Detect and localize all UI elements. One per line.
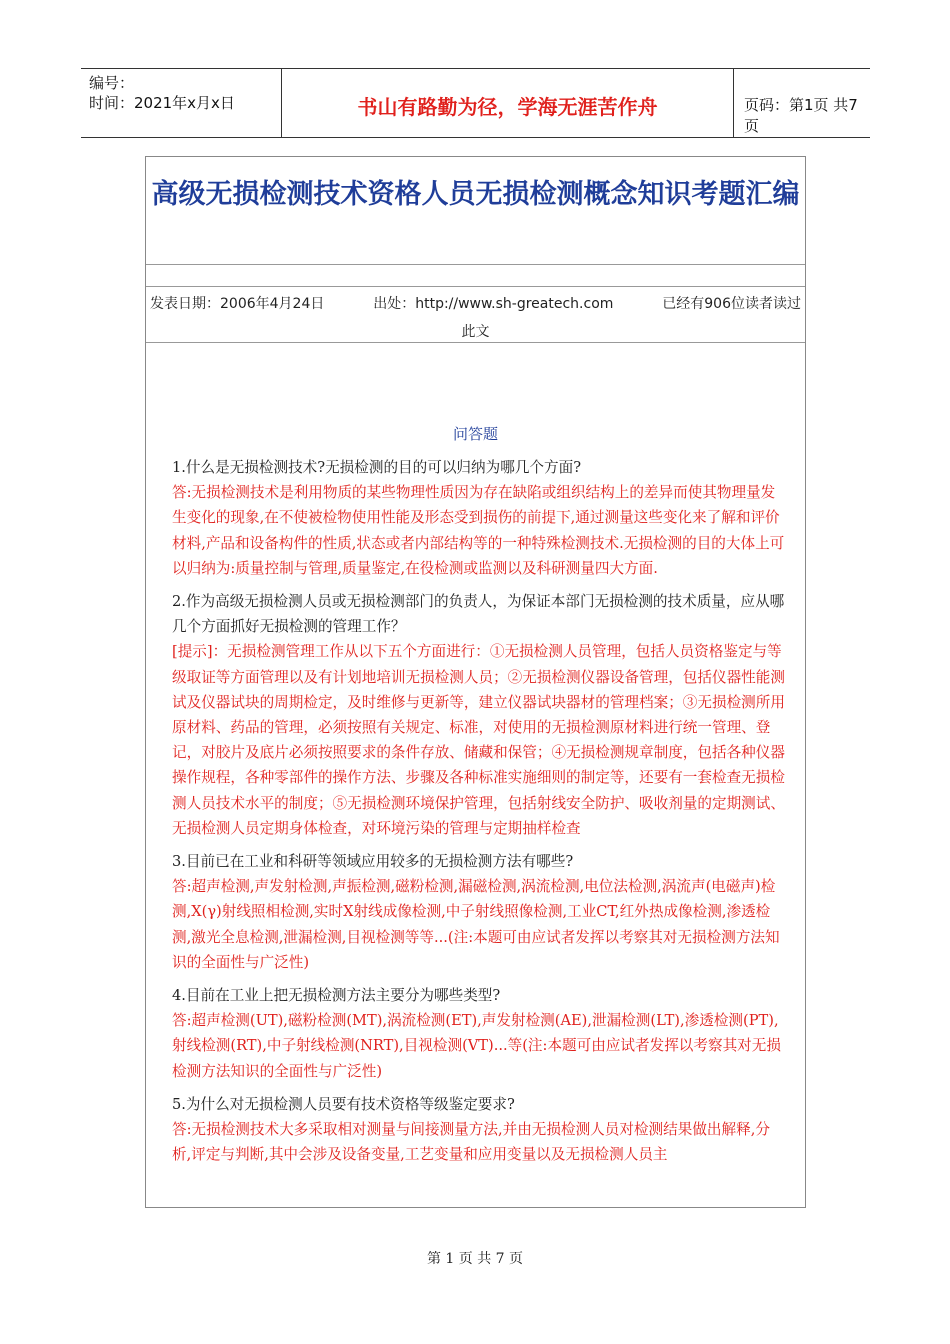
date-label: 时间：2021年x月x日 bbox=[89, 94, 235, 112]
meta-divider-top bbox=[146, 286, 805, 287]
question: 4.目前在工业上把无损检测方法主要分为哪些类型? bbox=[172, 987, 501, 1005]
page-info: 页码：第1页 共7页 bbox=[744, 96, 858, 135]
qa-list bbox=[172, 455, 787, 1167]
header-page-cell bbox=[734, 69, 870, 137]
number-label: 编号： bbox=[89, 74, 135, 92]
reader-count: 已经有906位读者读过 bbox=[662, 296, 801, 312]
meta-divider-bottom bbox=[146, 342, 805, 343]
question: 3.目前已在工业和科研等领域应用较多的无损检测方法有哪些? bbox=[172, 853, 574, 871]
answer: [提示]：无损检测管理工作从以下五个方面进行：①无损检测人员管理，包括人员资格鉴定与等级取证等方面管理以及有计划地培训无损检测人员；②无损检测仪器设备管理，包括仪器性能测试及仪器试块的周期检定，及时维修与更新等，建立仪器试块器材的管理档案；③无损检测所用原材料、药品的管理，必须按照有关规定、标准，对使用的无损检测原材料进行统一管理、登记，对胶片及底片必须按照要求的条件存放、储藏和保管；④无损检测规章制度，包括各种仪器操作规程，各种零部件的操作方法、步骤及各种标准实施细则的制定等，还要有一套检查无损检测人员技术水平的制度；⑤无损检测环境保护管理，包括射线安全防护、吸收剂量的定期测试、无损检测人员定期身体检查，对环境污染的管理与定期抽样检查 bbox=[172, 643, 785, 837]
article-title: 高级无损检测技术资格人员无损检测概念知识考题汇编 bbox=[151, 179, 800, 210]
header-left-cell bbox=[81, 69, 282, 137]
answer: 答:超声检测,声发射检测,声振检测,磁粉检测,漏磁检测,涡流检测,电位法检测,涡流声(电磁声)检测,X(γ)射线照相检测,实时X射线成像检测,中子射线照像检测,工业CT,红外热成像检测,渗透检测,激光全息检测,泄漏检测,目视检测等等...(注:本题可由应试者发挥以考察其对无损检测方法知识的全面性与广泛性) bbox=[172, 878, 780, 971]
answer: 答:无损检测技术是利用物质的某些物理性质因为存在缺陷或组织结构上的差异而使其物理量发生变化的现象,在不使被检物使用性能及形态受到损伤的前提下,通过测量这些变化来了解和评价材料,产品和设备构件的性质,状态或者内部结构等的一种特殊检测技术.无损检测的目的大体上可以归纳为:质量控制与管理,质量鉴定,在役检测或监测以及科研测量四大方面. bbox=[172, 484, 785, 577]
header-motto-cell bbox=[282, 69, 734, 137]
question: 1.什么是无损检测技术?无损检测的目的可以归纳为哪几个方面? bbox=[172, 459, 582, 476]
title-divider bbox=[146, 264, 805, 265]
article-meta bbox=[150, 290, 801, 346]
question: 5.为什么对无损检测人员要有技术资格等级鉴定要求? bbox=[172, 1095, 515, 1113]
page-header bbox=[81, 68, 870, 138]
page-footer: 第 1 页 共 7 页 bbox=[426, 1251, 524, 1267]
section-title: 问答题 bbox=[452, 425, 498, 443]
motto: 书山有路勤为径，学海无涯苦作舟 bbox=[357, 95, 658, 119]
answer: 答:超声检测(UT),磁粉检测(MT),涡流检测(ET),声发射检测(AE),泄漏检测(LT),渗透检测(PT),射线检测(RT),中子射线检测(NRT),目视检测(VT)...等(注:本题可由应试者发挥以考察其对无损检测方法知识的全面性与广泛性) bbox=[172, 1012, 781, 1080]
question: 2.作为高级无损检测人员或无损检测部门的负责人，为保证本部门无损检测的技术质量，应从哪几个方面抓好无损检测的管理工作？ bbox=[172, 593, 785, 636]
answer: 答:无损检测技术大多采取相对测量与间接测量方法,并由无损检测人员对检测结果做出解释,分析,评定与判断,其中会涉及设备变量,工艺变量和应用变量以及无损检测人员主 bbox=[172, 1121, 770, 1164]
source-link[interactable]: 出处：http://www.sh-greatech.com bbox=[373, 296, 614, 312]
reader-count-tail: 此文 bbox=[461, 324, 490, 340]
article-box bbox=[145, 156, 806, 1208]
publish-date: 发表日期：2006年4月24日 bbox=[150, 296, 325, 312]
